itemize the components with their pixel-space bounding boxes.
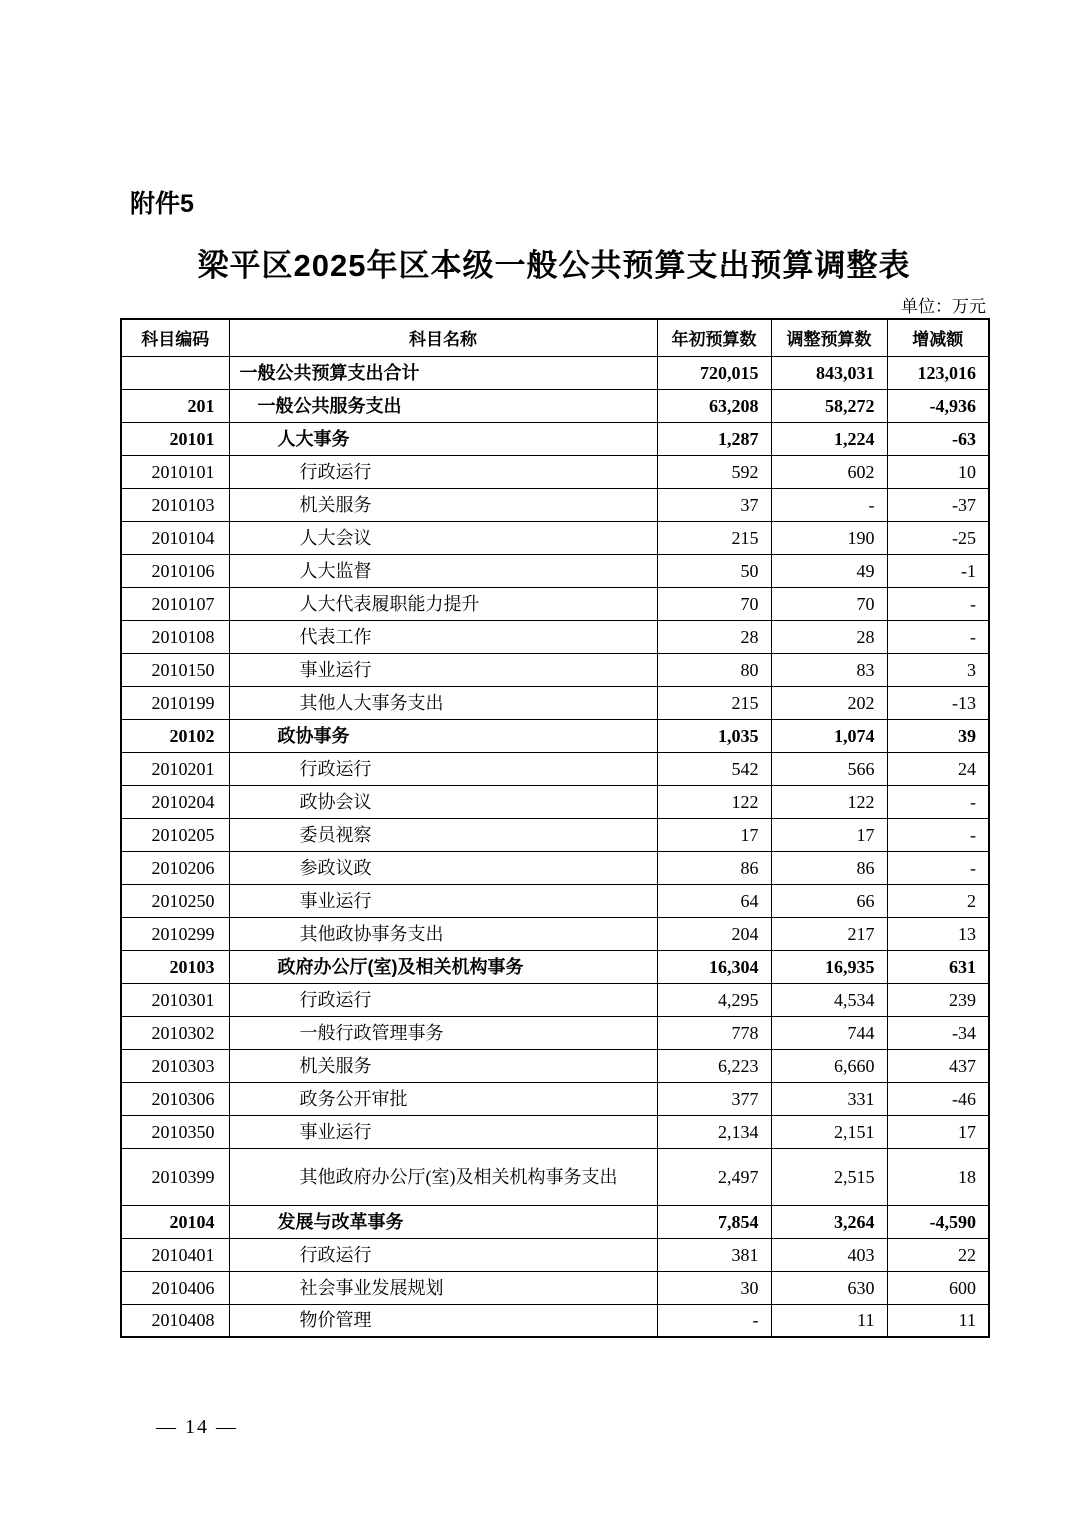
cell-adjusted-budget: 602	[771, 455, 887, 488]
cell-initial-budget: 2,134	[657, 1115, 771, 1148]
cell-adjusted-budget: 49	[771, 554, 887, 587]
cell-initial-budget: 30	[657, 1271, 771, 1304]
cell-subject-name: 一般公共预算支出合计	[229, 356, 657, 389]
cell-adjusted-budget: 3,264	[771, 1205, 887, 1238]
cell-change-amount: 3	[887, 653, 989, 686]
cell-subject-code: 201	[121, 389, 229, 422]
cell-subject-name: 政府办公厅(室)及相关机构事务	[229, 950, 657, 983]
cell-subject-code: 2010299	[121, 917, 229, 950]
cell-adjusted-budget: 2,151	[771, 1115, 887, 1148]
cell-subject-code: 20102	[121, 719, 229, 752]
cell-subject-code: 20101	[121, 422, 229, 455]
table-row	[121, 983, 989, 1016]
cell-subject-name: 一般公共服务支出	[229, 389, 657, 422]
cell-initial-budget: 6,223	[657, 1049, 771, 1082]
cell-adjusted-budget: 66	[771, 884, 887, 917]
table-row	[121, 851, 989, 884]
cell-adjusted-budget: 566	[771, 752, 887, 785]
table-row	[121, 554, 989, 587]
cell-subject-code: 2010150	[121, 653, 229, 686]
column-header-subject-name: 科目名称	[229, 319, 657, 356]
table-row	[121, 455, 989, 488]
cell-change-amount: 22	[887, 1238, 989, 1271]
cell-subject-name: 社会事业发展规划	[229, 1271, 657, 1304]
cell-subject-name: 事业运行	[229, 653, 657, 686]
cell-change-amount: 239	[887, 983, 989, 1016]
cell-initial-budget: 778	[657, 1016, 771, 1049]
cell-change-amount: -	[887, 818, 989, 851]
cell-subject-code: 2010201	[121, 752, 229, 785]
cell-initial-budget: 2,497	[657, 1148, 771, 1205]
cell-adjusted-budget: 122	[771, 785, 887, 818]
table-row	[121, 653, 989, 686]
cell-adjusted-budget: 6,660	[771, 1049, 887, 1082]
table-row	[121, 488, 989, 521]
cell-change-amount: 2	[887, 884, 989, 917]
cell-subject-code: 2010104	[121, 521, 229, 554]
cell-change-amount: 437	[887, 1049, 989, 1082]
cell-subject-name: 行政运行	[229, 983, 657, 1016]
cell-adjusted-budget: 58,272	[771, 389, 887, 422]
table-row	[121, 1049, 989, 1082]
cell-initial-budget: 63,208	[657, 389, 771, 422]
cell-change-amount: 123,016	[887, 356, 989, 389]
cell-initial-budget: 720,015	[657, 356, 771, 389]
cell-subject-name: 行政运行	[229, 1238, 657, 1271]
cell-initial-budget: 17	[657, 818, 771, 851]
cell-initial-budget: 86	[657, 851, 771, 884]
cell-adjusted-budget: 1,074	[771, 719, 887, 752]
cell-subject-name: 机关服务	[229, 1049, 657, 1082]
column-header-change-amount: 增减额	[887, 319, 989, 356]
cell-subject-code: 2010350	[121, 1115, 229, 1148]
cell-initial-budget: 215	[657, 521, 771, 554]
table-row	[121, 1148, 989, 1205]
cell-subject-name: 代表工作	[229, 620, 657, 653]
cell-subject-name: 机关服务	[229, 488, 657, 521]
cell-subject-code: 2010301	[121, 983, 229, 1016]
cell-subject-name: 人大监督	[229, 554, 657, 587]
cell-adjusted-budget: 4,534	[771, 983, 887, 1016]
cell-change-amount: 13	[887, 917, 989, 950]
table-row	[121, 1016, 989, 1049]
table-row	[121, 950, 989, 983]
cell-change-amount: 24	[887, 752, 989, 785]
cell-subject-code: 2010204	[121, 785, 229, 818]
cell-subject-code: 2010406	[121, 1271, 229, 1304]
cell-change-amount: -	[887, 851, 989, 884]
cell-subject-name: 人大事务	[229, 422, 657, 455]
table-row	[121, 686, 989, 719]
cell-subject-name: 行政运行	[229, 455, 657, 488]
column-header-adjusted-budget: 调整预算数	[771, 319, 887, 356]
table-row	[121, 1082, 989, 1115]
cell-subject-name: 政协会议	[229, 785, 657, 818]
table-row	[121, 356, 989, 389]
cell-initial-budget: 1,287	[657, 422, 771, 455]
cell-change-amount: -63	[887, 422, 989, 455]
cell-change-amount: 39	[887, 719, 989, 752]
page-number: — 14 —	[156, 1416, 238, 1438]
cell-change-amount: 18	[887, 1148, 989, 1205]
table-row	[121, 1238, 989, 1271]
cell-subject-code: 2010306	[121, 1082, 229, 1115]
cell-subject-name: 参政议政	[229, 851, 657, 884]
cell-adjusted-budget: 11	[771, 1304, 887, 1337]
cell-initial-budget: 122	[657, 785, 771, 818]
cell-adjusted-budget: 86	[771, 851, 887, 884]
table-row	[121, 587, 989, 620]
cell-subject-code: 2010250	[121, 884, 229, 917]
cell-subject-name: 政协事务	[229, 719, 657, 752]
cell-change-amount: 10	[887, 455, 989, 488]
cell-adjusted-budget: 403	[771, 1238, 887, 1271]
cell-change-amount: -34	[887, 1016, 989, 1049]
cell-initial-budget: 70	[657, 587, 771, 620]
cell-adjusted-budget: 1,224	[771, 422, 887, 455]
cell-subject-name: 其他政府办公厅(室)及相关机构事务支出	[229, 1148, 657, 1205]
cell-adjusted-budget: 16,935	[771, 950, 887, 983]
cell-initial-budget: 1,035	[657, 719, 771, 752]
cell-initial-budget: 592	[657, 455, 771, 488]
cell-initial-budget: 542	[657, 752, 771, 785]
cell-subject-code: 2010103	[121, 488, 229, 521]
cell-subject-name: 事业运行	[229, 1115, 657, 1148]
column-header-initial-budget: 年初预算数	[657, 319, 771, 356]
cell-subject-code: 2010101	[121, 455, 229, 488]
table-row	[121, 620, 989, 653]
table-header-row	[121, 319, 989, 356]
cell-subject-code: 2010205	[121, 818, 229, 851]
cell-change-amount: -4,590	[887, 1205, 989, 1238]
cell-adjusted-budget: 70	[771, 587, 887, 620]
cell-subject-code	[121, 356, 229, 389]
cell-subject-code: 2010199	[121, 686, 229, 719]
cell-initial-budget: 377	[657, 1082, 771, 1115]
table-row	[121, 521, 989, 554]
table-row	[121, 1304, 989, 1337]
cell-change-amount: -25	[887, 521, 989, 554]
budget-adjustment-table	[120, 318, 990, 1338]
cell-adjusted-budget: 17	[771, 818, 887, 851]
table-row	[121, 818, 989, 851]
cell-initial-budget: 215	[657, 686, 771, 719]
cell-initial-budget: 64	[657, 884, 771, 917]
cell-subject-code: 2010107	[121, 587, 229, 620]
cell-subject-name: 一般行政管理事务	[229, 1016, 657, 1049]
cell-adjusted-budget: 83	[771, 653, 887, 686]
cell-change-amount: 631	[887, 950, 989, 983]
cell-change-amount: -1	[887, 554, 989, 587]
cell-subject-name: 物价管理	[229, 1304, 657, 1337]
cell-subject-code: 2010302	[121, 1016, 229, 1049]
unit-label: 单位：万元	[901, 297, 986, 316]
cell-subject-code: 2010106	[121, 554, 229, 587]
cell-adjusted-budget: 2,515	[771, 1148, 887, 1205]
cell-change-amount: -37	[887, 488, 989, 521]
cell-subject-name: 发展与改革事务	[229, 1205, 657, 1238]
cell-adjusted-budget: 28	[771, 620, 887, 653]
table-row	[121, 389, 989, 422]
cell-initial-budget: 4,295	[657, 983, 771, 1016]
column-header-subject-code: 科目编码	[121, 319, 229, 356]
table-row	[121, 1205, 989, 1238]
cell-adjusted-budget: -	[771, 488, 887, 521]
cell-adjusted-budget: 630	[771, 1271, 887, 1304]
cell-initial-budget: 7,854	[657, 1205, 771, 1238]
table-header	[121, 319, 989, 356]
cell-subject-code: 2010108	[121, 620, 229, 653]
cell-adjusted-budget: 744	[771, 1016, 887, 1049]
cell-subject-code: 20103	[121, 950, 229, 983]
cell-subject-name: 政务公开审批	[229, 1082, 657, 1115]
cell-subject-code: 2010401	[121, 1238, 229, 1271]
cell-subject-name: 其他人大事务支出	[229, 686, 657, 719]
cell-subject-name: 其他政协事务支出	[229, 917, 657, 950]
cell-adjusted-budget: 202	[771, 686, 887, 719]
table-row	[121, 752, 989, 785]
cell-subject-name: 人大代表履职能力提升	[229, 587, 657, 620]
budget-table-body	[121, 356, 989, 1337]
cell-initial-budget: -	[657, 1304, 771, 1337]
cell-subject-name: 事业运行	[229, 884, 657, 917]
cell-subject-name: 人大会议	[229, 521, 657, 554]
cell-initial-budget: 37	[657, 488, 771, 521]
cell-change-amount: -4,936	[887, 389, 989, 422]
cell-subject-code: 2010399	[121, 1148, 229, 1205]
cell-adjusted-budget: 843,031	[771, 356, 887, 389]
table-row	[121, 1115, 989, 1148]
cell-change-amount: -13	[887, 686, 989, 719]
cell-adjusted-budget: 217	[771, 917, 887, 950]
attachment-label: 附件5	[130, 190, 194, 218]
cell-initial-budget: 381	[657, 1238, 771, 1271]
table-row	[121, 422, 989, 455]
cell-change-amount: 600	[887, 1271, 989, 1304]
cell-subject-name: 委员视察	[229, 818, 657, 851]
cell-change-amount: 11	[887, 1304, 989, 1337]
cell-subject-code: 2010206	[121, 851, 229, 884]
cell-initial-budget: 80	[657, 653, 771, 686]
cell-initial-budget: 16,304	[657, 950, 771, 983]
table-row	[121, 719, 989, 752]
table-row	[121, 917, 989, 950]
cell-change-amount: -	[887, 587, 989, 620]
cell-change-amount: 17	[887, 1115, 989, 1148]
page-title: 梁平区2025年区本级一般公共预算支出预算调整表	[197, 248, 911, 283]
table-row	[121, 1271, 989, 1304]
cell-subject-code: 2010408	[121, 1304, 229, 1337]
cell-subject-name: 行政运行	[229, 752, 657, 785]
cell-initial-budget: 50	[657, 554, 771, 587]
cell-adjusted-budget: 331	[771, 1082, 887, 1115]
cell-initial-budget: 28	[657, 620, 771, 653]
cell-initial-budget: 204	[657, 917, 771, 950]
cell-subject-code: 2010303	[121, 1049, 229, 1082]
cell-change-amount: -46	[887, 1082, 989, 1115]
table-row	[121, 884, 989, 917]
cell-adjusted-budget: 190	[771, 521, 887, 554]
cell-change-amount: -	[887, 620, 989, 653]
cell-subject-code: 20104	[121, 1205, 229, 1238]
table-row	[121, 785, 989, 818]
cell-change-amount: -	[887, 785, 989, 818]
